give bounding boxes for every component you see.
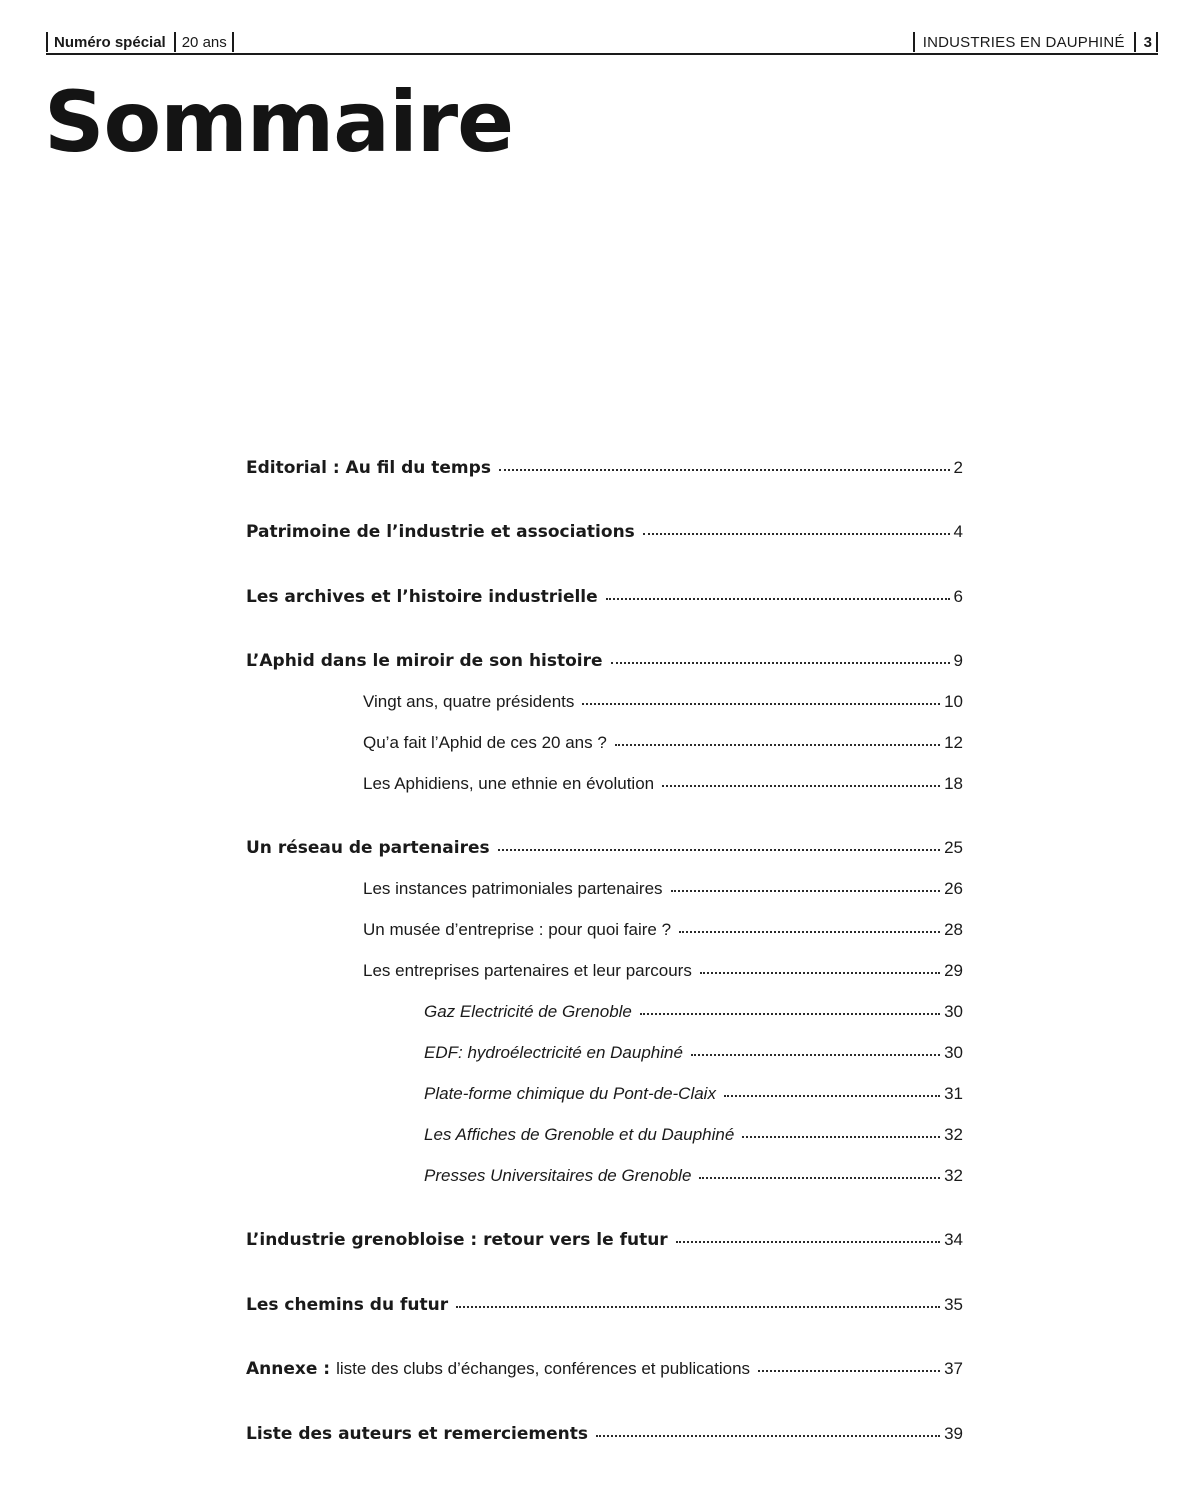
toc-subentry [363,917,963,943]
toc-entry-title: liste des clubs d’échanges, conférences et publications [336,1359,751,1378]
toc-page-number: 25 [944,838,963,857]
toc-entry-title: Un musée d’entreprise : pour quoi faire ? [363,920,672,939]
toc-subentry [363,689,963,715]
dot-leader [679,931,940,933]
toc-entry [246,648,963,674]
dot-leader [691,1054,940,1056]
dot-leader [724,1095,940,1097]
toc-entry-title: Presses Universitaires de Grenoble [424,1166,692,1185]
toc-page-number: 9 [953,651,963,670]
toc-page-number: 37 [944,1359,963,1378]
edition-label: 20 ans [181,33,227,51]
toc-subsubentry [424,1122,963,1148]
toc-entry-title: Les entreprises partenaires et leur parcours [363,961,692,980]
toc-entry [246,584,963,610]
toc-subsubentry [424,999,963,1025]
toc-entry [246,519,963,545]
toc-entry-title: L’Aphid dans le miroir de son histoire [246,651,603,671]
toc-entry [246,835,963,861]
toc-subsubentry [424,1040,963,1066]
toc-page-number: 32 [944,1125,963,1144]
page-title: Sommaire [44,73,514,171]
dot-leader [676,1241,940,1243]
toc-entry-title: Gaz Electricité de Grenoble [424,1002,632,1021]
toc-page-number: 29 [944,961,963,980]
dot-leader [699,1177,940,1179]
dot-leader [671,890,941,892]
toc-entry-title: Liste des auteurs et remerciements [246,1424,588,1444]
toc-entry-title: Les archives et l’histoire industrielle [246,587,598,607]
toc-page-number: 18 [944,774,963,793]
toc-entry-title: Qu’a fait l’Aphid de ces 20 ans ? [363,733,607,752]
toc-entry [246,1227,963,1253]
dot-leader [615,744,940,746]
dot-leader [456,1306,940,1308]
toc-entry-title: EDF: hydroélectricité en Dauphiné [424,1043,683,1062]
toc-subentry [363,958,963,984]
toc-page-number: 30 [944,1002,963,1021]
toc-page-number: 12 [944,733,963,752]
toc-page-number: 34 [944,1230,963,1249]
dot-leader [643,533,950,535]
toc-entry-title: Les Aphidiens, une ethnie en évolution [363,774,655,793]
publication-label: Numéro spécial [54,33,166,51]
dot-leader [596,1435,940,1437]
toc-page-number: 31 [944,1084,963,1103]
dot-leader [758,1370,940,1372]
toc-page-number: 30 [944,1043,963,1062]
toc-subentry [363,771,963,797]
dot-leader [498,849,940,851]
toc-page-number: 6 [953,587,963,606]
dot-leader [499,469,950,471]
toc-page-number: 28 [944,920,963,939]
toc-entry-title: Editorial : Au fil du temps [246,458,491,478]
toc-entry [246,455,963,481]
toc-entry-title: Les instances patrimoniales partenaires [363,879,663,898]
toc-entry-title: Plate-forme chimique du Pont-de-Claix [424,1084,716,1103]
toc-subsubentry [424,1163,963,1189]
toc-subentry [363,730,963,756]
toc-subsubentry [424,1081,963,1107]
toc-page-number: 26 [944,879,963,898]
toc-page-number: 39 [944,1424,963,1443]
dot-leader [640,1013,940,1015]
toc-subentry [363,876,963,902]
dot-leader [662,785,940,787]
toc-entry [246,1421,963,1447]
toc-page-number: 2 [953,458,963,477]
dot-leader [582,703,940,705]
dot-leader [742,1136,940,1138]
journal-name: INDUSTRIES EN DAUPHINÉ [922,33,1125,51]
toc-page-number: 10 [944,692,963,711]
page-number: 3 [1143,33,1152,51]
toc-entry-prefix: Annexe : [246,1359,331,1379]
toc-page-number: 32 [944,1166,963,1185]
toc-entry-title: L’industrie grenobloise : retour vers le futur [246,1230,668,1250]
toc-entry-title: Un réseau de partenaires [246,838,490,858]
toc-entry [246,1292,963,1318]
toc-entry [246,1356,963,1382]
toc-entry-title: Les chemins du futur [246,1295,449,1315]
toc-page-number: 4 [953,522,963,541]
toc-entry-title: Les Affiches de Grenoble et du Dauphiné [424,1125,735,1144]
toc-page-number: 35 [944,1295,963,1314]
toc-entry-title: Patrimoine de l’industrie et associations [246,522,635,542]
dot-leader [606,598,950,600]
dot-leader [611,662,950,664]
dot-leader [700,972,940,974]
toc-entry-title: Vingt ans, quatre présidents [363,692,575,711]
